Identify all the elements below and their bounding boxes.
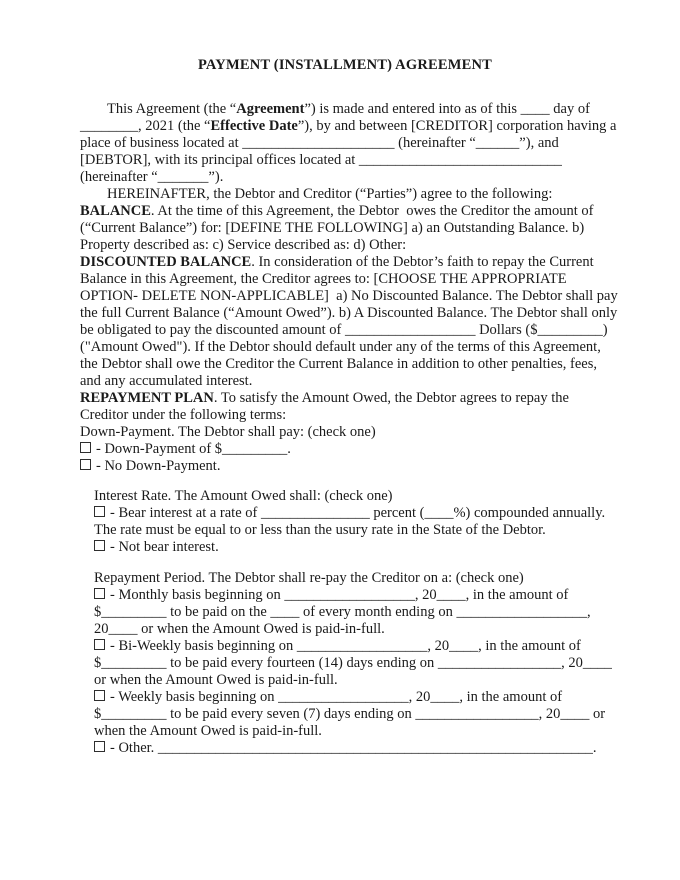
option-label: - No Down-Payment. [96, 458, 221, 474]
repayment-plan-clause: REPAYMENT PLAN. To satisfy the Amount Owed, the Debtor agrees to repay the Creditor under the following terms: [80, 390, 569, 423]
option-label: - Down-Payment of $_________. [96, 441, 291, 457]
checkbox[interactable] [80, 442, 91, 453]
balance-clause: BALANCE. At the time of this Agreement, the Debtor owes the Creditor the amount of (“Current Balance”) for: [DEFINE THE FOLLOWING] a) an Outstanding Balance. b) Property described as: c) Service described as: d) Other: [80, 203, 594, 253]
hereinafter-clause: HEREINAFTER, the Debtor and Creditor (“Parties”) agree to the following: [107, 186, 553, 202]
period-option-biweekly [94, 638, 620, 689]
option-label: - Other. ____________________________________________________________. [110, 740, 597, 756]
document-title: PAYMENT (INSTALLMENT) AGREEMENT [197, 57, 493, 73]
checkbox[interactable] [94, 540, 105, 551]
option-label: - Monthly basis beginning on __________________, 20____, in the amount of $_________ to be paid on the ____ of every month ending on __________________, 20____ or when the Amount Owed is paid-in-full. [94, 587, 591, 637]
repayment-period-header: Repayment Period. The Debtor shall re-pay the Creditor on a: (check one) [94, 570, 524, 586]
checkbox[interactable] [94, 639, 105, 650]
interest-rate-header: Interest Rate. The Amount Owed shall: (check one) [94, 488, 393, 504]
checkbox[interactable] [94, 506, 105, 517]
checkbox[interactable] [94, 741, 105, 752]
period-option-weekly [94, 689, 620, 740]
discounted-balance-clause: DISCOUNTED BALANCE. In consideration of the Debtor’s faith to repay the Current Balance in this Agreement, the Creditor agrees to: [CHOOSE THE APPROPRIATE OPTION- DELETE NON-APPLICABLE] a) No Discounted Balance. The Debtor shall pay the full Current Balance (“Amount Owed”). b) A Discounted Balance. The Debtor shall only be obligated to pay the discounted amount of __________________ Dollars ($_________) ("Amount Owed"). If the Debtor should default under any of the terms of this Agreement, the Debtor shall owe the Creditor the Current Balance in addition to other penalties, fees, and any accumulated interest. [80, 254, 618, 389]
option-label: - Bi-Weekly basis beginning on __________________, 20____, in the amount of $_________ to be paid every fourteen (14) days ending on _________________, 20____ or when the Amount Owed is paid-in-full. [94, 638, 612, 688]
repayment-period-section [94, 570, 620, 757]
down-payment-option-amount [80, 441, 620, 458]
interest-option-bear [94, 505, 620, 539]
intro-paragraph: This Agreement (the “Agreement”) is made and entered into as of this ____ day of ________, 2021 (the “Effective Date”), by and between [CREDITOR] corporation having a place of business located at _____________________ (hereinafter “______”), and [DEBTOR], with its principal offices located at ____________________________ (hereinafter “_______”). [80, 101, 617, 185]
option-label: - Not bear interest. [110, 539, 219, 555]
period-option-monthly [94, 587, 620, 638]
interest-rate-section [94, 488, 620, 556]
option-label: - Weekly basis beginning on __________________, 20____, in the amount of $_________ to be paid every seven (7) days ending on _________________, 20____ or when the Amount Owed is paid-in-full. [94, 689, 606, 739]
down-payment-option-none [80, 458, 620, 475]
checkbox[interactable] [94, 690, 105, 701]
checkbox[interactable] [94, 588, 105, 599]
checkbox[interactable] [80, 459, 91, 470]
interest-option-no-interest [94, 539, 620, 556]
down-payment-header: Down-Payment. The Debtor shall pay: (check one) [80, 424, 376, 440]
period-option-other [94, 740, 620, 757]
down-payment-section [80, 424, 620, 475]
option-label: - Bear interest at a rate of _______________ percent (____%) compounded annually. The rate must be equal to or less than the usury rate in the State of the Debtor. [94, 505, 606, 538]
